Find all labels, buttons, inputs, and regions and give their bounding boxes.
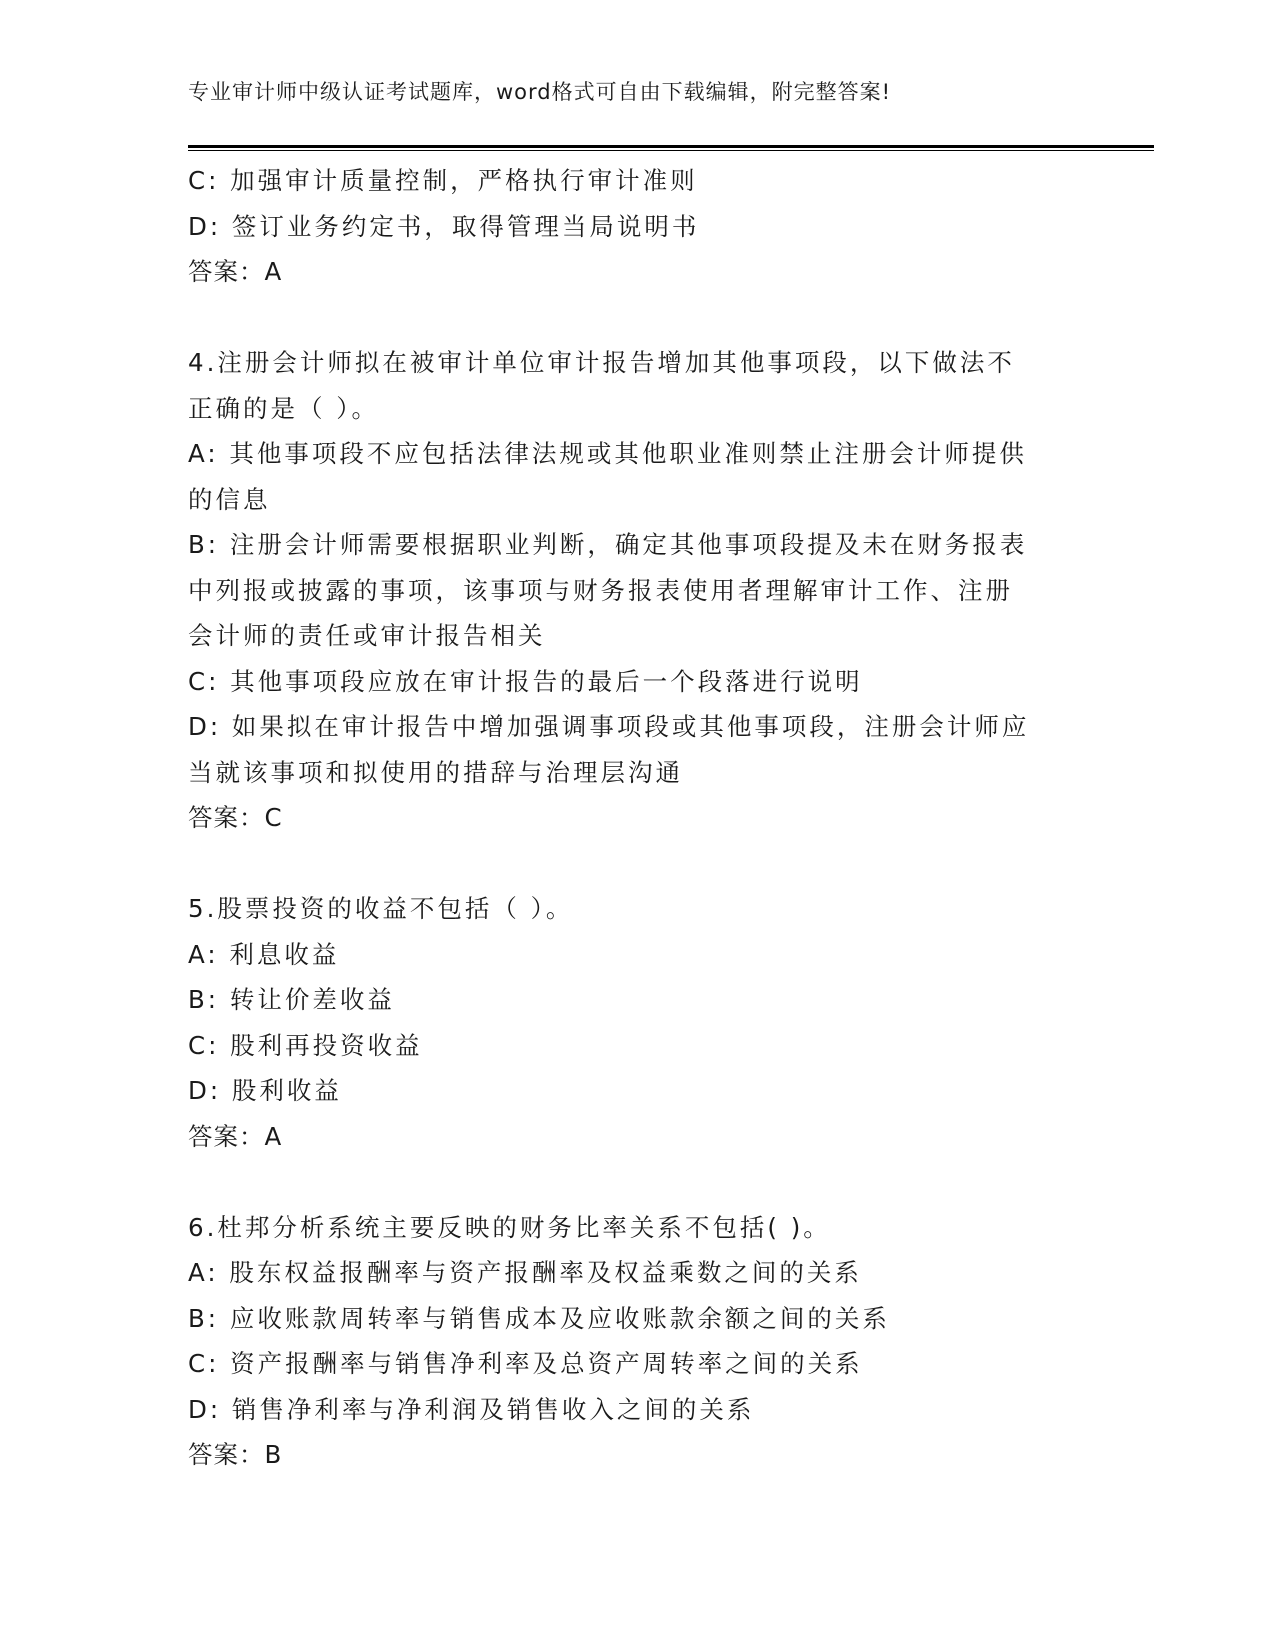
option-c: C: 其他事项段应放在审计报告的最后一个段落进行说明 bbox=[188, 666, 863, 696]
option-b: B: 注册会计师需要根据职业判断，确定其他事项段提及未在财务报表 bbox=[188, 530, 1028, 559]
option-b: B: 转让价差收益 bbox=[188, 985, 395, 1014]
question-4-stem: 4.注册会计师拟在被审计单位审计报告增加其他事项段，以下做法不 bbox=[188, 348, 1015, 377]
header-rule-thin bbox=[188, 150, 1154, 151]
option-a: A: 股东权益报酬率与资产报酬率及权益乘数之间的关系 bbox=[188, 1258, 862, 1287]
option-d: 当就该事项和拟使用的措辞与治理层沟通 bbox=[188, 757, 683, 787]
option-d: D: 如果拟在审计报告中增加强调事项段或其他事项段，注册会计师应 bbox=[188, 712, 1030, 741]
option-b: B: 应收账款周转率与销售成本及应收账款余额之间的关系 bbox=[188, 1303, 890, 1333]
question-6-stem: 6.杜邦分析系统主要反映的财务比率关系不包括( )。 bbox=[188, 1212, 831, 1242]
option-a: A: 其他事项段不应包括法律法规或其他职业准则禁止注册会计师提供 bbox=[188, 439, 1027, 468]
option-b: 会计师的责任或审计报告相关 bbox=[188, 621, 546, 650]
option-d: D: 股利收益 bbox=[188, 1076, 342, 1105]
answer: 答案：C bbox=[188, 803, 283, 832]
option-b: 中列报或披露的事项，该事项与财务报表使用者理解审计工作、注册 bbox=[188, 575, 1013, 605]
option-c: C: 加强审计质量控制，严格执行审计准则 bbox=[188, 166, 698, 195]
option-a: 的信息 bbox=[188, 484, 271, 514]
question-4-stem: 正确的是（ ）。 bbox=[188, 393, 380, 423]
option-c: C: 股利再投资收益 bbox=[188, 1030, 423, 1060]
page-header: 专业审计师中级认证考试题库，word格式可自由下载编辑，附完整答案! bbox=[188, 80, 892, 104]
option-a: A: 利息收益 bbox=[188, 939, 340, 969]
answer: 答案：A bbox=[188, 257, 283, 286]
option-c: C: 资产报酬率与销售净利率及总资产周转率之间的关系 bbox=[188, 1349, 863, 1378]
answer: 答案：A bbox=[188, 1121, 283, 1151]
option-d: D: 销售净利率与净利润及销售收入之间的关系 bbox=[188, 1394, 755, 1424]
answer: 答案：B bbox=[188, 1440, 283, 1469]
question-content bbox=[188, 158, 1088, 1478]
option-d: D: 签订业务约定书，取得管理当局说明书 bbox=[188, 211, 700, 241]
question-5-stem: 5.股票投资的收益不包括（ ）。 bbox=[188, 894, 574, 923]
header-rule-thick bbox=[188, 145, 1154, 148]
